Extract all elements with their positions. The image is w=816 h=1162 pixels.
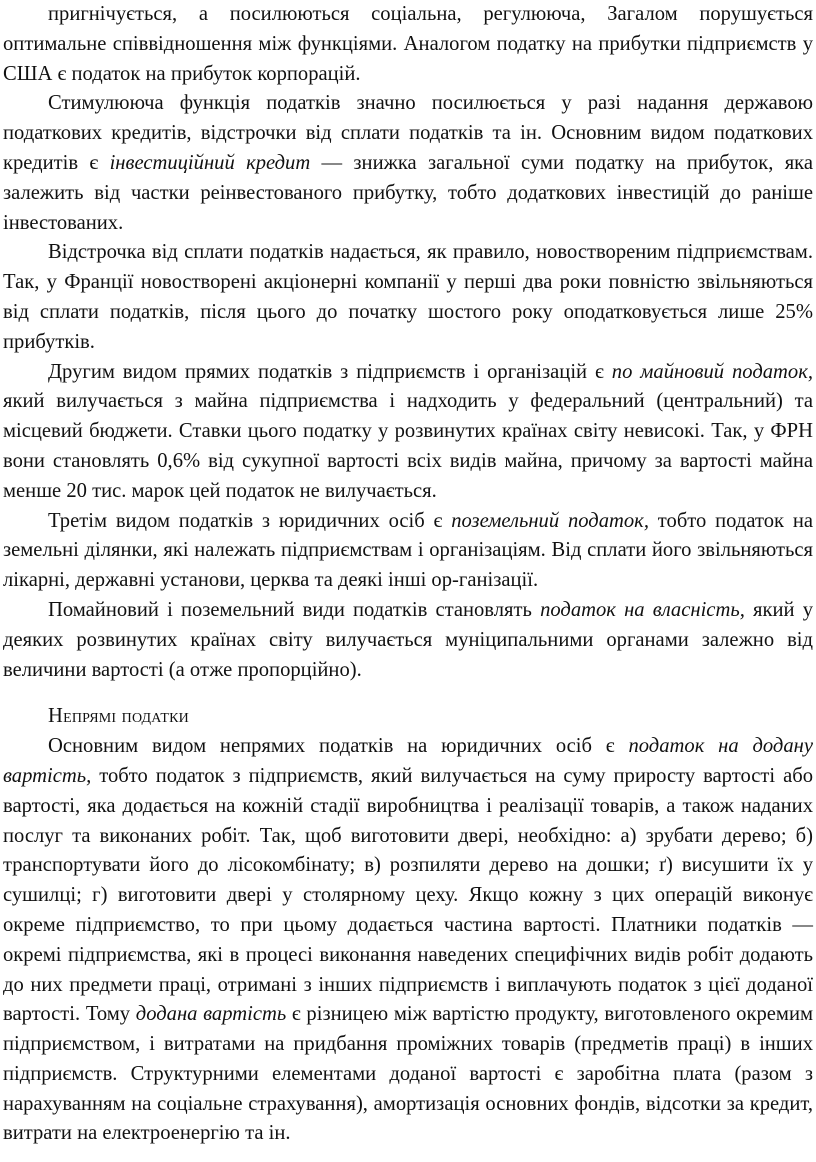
italic-term: поземельний податок, [451,509,649,532]
paragraph-p7 [3,732,813,1149]
paragraph-p6 [3,596,813,685]
paragraph-p2 [3,89,813,238]
text-run: тобто податок на земельні ділянки, які належать підприємствам і організаціям. Від сплати його звільняються лікарні, державні установи, церква та деякі інші ор-ганізації. [3,509,813,592]
paragraph-p1 [3,0,813,89]
text-run: Помайновий і поземельний види податків становлять [48,598,541,621]
text-run: є різницею між вартістю продукту, виготовленого окремим підприємством, і витратами на придбання проміжних товарів (предметів праці) в інших підприємств. Структурними елементами доданої вартості є заробітна плата (разом з нарахуванням на соціальне страхування), амортизація основних фондів, відсотки за кредит, витрати на електроенергію та ін. [3,1003,813,1145]
text-run: — знижка загальної суми податку на прибуток, яка залежить від частки реінвестованого прибутку, тобто додаткових інвестицій до раніше інвестованих. [3,151,813,234]
paragraph-p5 [3,507,813,596]
text-run: Стимулююча функція податків значно посилюється у разі надання державою податкових кредитів, відстрочки від сплати податків та ін. Основним видом податкових кредитів є [3,92,813,174]
paragraph-p4 [3,358,813,507]
italic-term: інвестиційний кредит [109,151,311,174]
italic-term: по майновий податок, [611,360,813,383]
body-text-section-2 [3,732,813,1149]
italic-term: додана вартість [135,1003,287,1026]
text-run: Основним видом непрямих податків на юридичних осіб є [48,735,629,758]
paragraph-p3 [3,238,813,357]
body-text-section-1 [3,0,813,685]
italic-term: податок на додану вартість, [3,735,813,787]
text-run: Відстрочка від сплати податків надається, як правило, новоствореним підприємствам. Так, у Франції новостворені акціонерні компанії у перші два роки повністю звільняються від сплати податків, після цього до початку шостого року оподатковується лише 25% прибутків. [3,241,813,353]
text-run: Третім видом податків з юридичних осіб є [48,509,452,532]
text-run: пригнічується, а посилюються соціальна, регулююча, Загалом порушується оптимальне співвідношення між функціями. Аналогом податку на прибутки підприємств у США є податок на прибуток корпорацій. [3,3,813,85]
italic-term: податок на власність, [540,598,745,621]
text-run: Другим видом прямих податків з підприємств і організацій є [48,360,612,383]
text-run: тобто податок з підприємств, який вилучається на суму приросту вартості або вартості, яка додається на кожній стадії виробництва і реалізації товарів, а також наданих послуг та виконаних робіт. Так, щоб виготовити двері, необхідно: а) зрубати дерево; б) транспортувати його до лісокомбінату; в) розпиляти дерево на дошки; ґ) висушити їх у сушилці; г) виготовити двері у столярному цеху. Якщо кожну з цих операцій виконує окреме підприємство, то при цьому додається частина вартості. Платники податків — окремі підприємства, які в процесі виконання наведених специфічних видів робіт додають до них предмети праці, отримані з інших підприємств і виплачують податок з цієї доданої вартості. Тому [3,764,813,1026]
section-heading: Непрямі податки [48,705,189,728]
text-run: який вилучається з майна підприємства і надходить у федеральний (центральний) та місцевий бюджети. Ставки цього податку у розвинутих країнах світу невисокі. Так, у ФРН вони становлять 0,6% від сукупної вартості всіх видів майна, причому за вартості майна менше 20 тис. марок цей податок не вилучається. [3,390,813,502]
text-run: який у деяких розвинутих країнах світу вилучається муніципальними органами залежно від величини вартості (а отже пропорційно). [3,598,813,681]
